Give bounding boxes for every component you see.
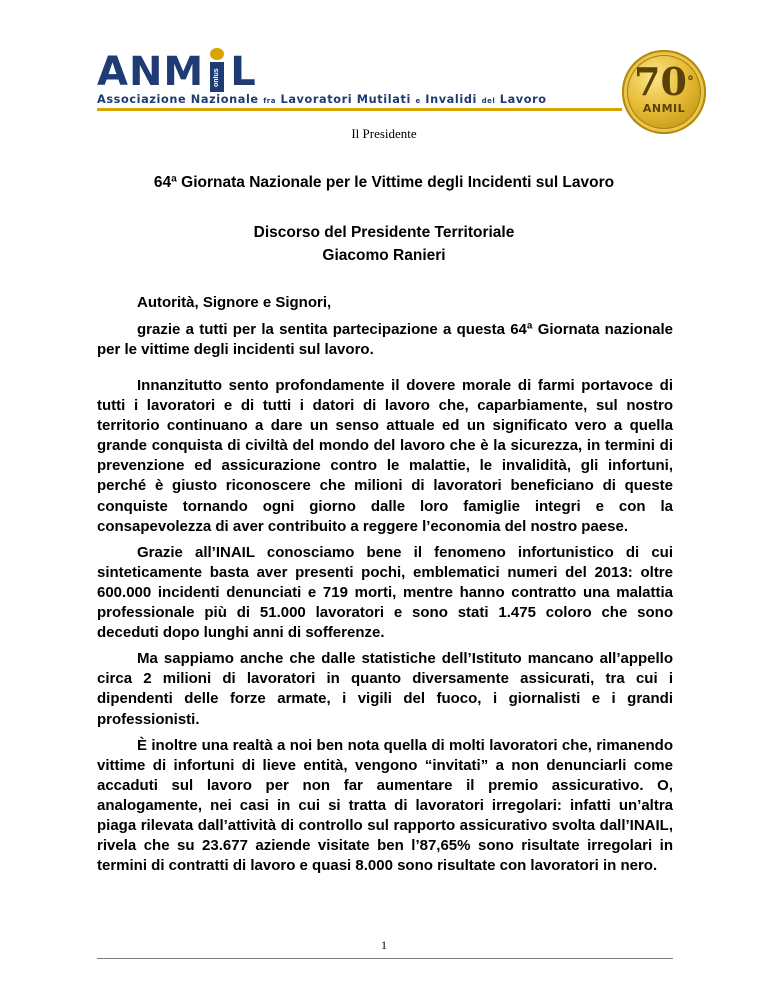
tagline-part: del	[481, 97, 496, 105]
logo-text-left: ANM	[97, 49, 205, 95]
anniversary-medal	[622, 50, 706, 134]
salutation: Autorità, Signore e Signori,	[137, 294, 332, 311]
logo-onlus-text: onlus	[213, 68, 221, 88]
letterhead	[0, 0, 768, 130]
speaker-name: Giacomo Ranieri	[322, 247, 446, 264]
tagline-part: Lavoratori Mutilati	[280, 93, 411, 106]
tagline-part: Lavoro	[499, 93, 547, 106]
logo-onlus-mark	[206, 48, 228, 92]
logo-tagline	[97, 93, 547, 106]
medal-degree: °	[686, 74, 694, 90]
opening-paragraph-block	[97, 320, 673, 366]
tagline-part: Invalidi	[425, 93, 478, 106]
paragraph: grazie a tutti per la sentita partecipazione a questa 64ª Giornata nazionale per le vittime degli incidenti sul lavoro.	[97, 321, 673, 359]
paragraph: È inoltre una realtà a noi ben nota quella di molti lavoratori che, rimanendo vittime di infortuni di lieve entità, vengono “invitati” a non denunciarli come accaduti sul lavoro per non far aumentare il premio assicurativo. O, analogamente, nei casi in cui si tratta di lavoratori irregolari: infatti un’altra piaga rilevata dall’attività di controllo sul rapporto assicurativo svolta dall’INAIL, rivela che su 23.677 aziende visitate ben l’87,65% sono risultate irregolari in termini di contratti di lavoro e quasi 8.000 sono risultate con lavoratori in nero.	[97, 736, 673, 875]
anmil-logo	[97, 48, 257, 95]
tagline-part: Associazione Nazionale	[97, 93, 259, 106]
paragraph: Grazie all’INAIL conosciamo bene il fenomeno infortunistico di cui sinteticamente basta aver presenti pochi, emblematici numeri del 2013: oltre 600.000 incidenti denunciati e 719 morti, mentre hanno contratto una malattia professionale più di 51.000 lavoratori e sono stati 1.475 coloro che sono deceduti dopo lunghi anni di sofferenze.	[97, 543, 673, 642]
tagline-part: e	[415, 97, 421, 105]
medal-number: 70	[634, 59, 687, 104]
logo-dot-icon	[210, 48, 224, 60]
footer-rule	[97, 958, 673, 959]
letterhead-divider	[97, 108, 622, 111]
paragraph: Innanzitutto sento profondamente il dovere morale di farmi portavoce di tutti i lavoratori e di tutti i datori di lavoro che, caparbiamente, sul nostro territorio continuano a dare un senso attuale ed un significato vero a quella grande conquista di civiltà del mondo del lavoro che è la sicurezza, in termini di prevenzione ed assicurazione contro le malattie, le invalidità, gli infortuni, perché è giusto riconoscere che milioni di lavoratori beneficiano di queste conquiste tornando ogni giorno dalle loro famiglie integri e con la consapevolezza di aver contribuito a reggere l’economia del nostro paese.	[97, 377, 673, 535]
medal-brand: ANMIL	[642, 102, 686, 115]
letterhead-role: Il Presidente	[351, 126, 417, 141]
speech-subtitle: Discorso del Presidente Territoriale	[253, 224, 515, 241]
tagline-part: fra	[263, 97, 276, 105]
document-title: 64ª Giornata Nazionale per le Vittime degli Incidenti sul Lavoro	[153, 174, 615, 191]
paragraph: Ma sappiamo anche che dalle statistiche dell’Istituto mancano all’appello circa 2 milioni di lavoratori in quanto diversamente assicurati, tra cui i dipendenti delle forze armate, i vigili del fuoco, i giornalisti e i grandi professionisti.	[97, 650, 673, 728]
page-number: 1	[381, 938, 387, 952]
logo-text-right: L	[230, 49, 257, 95]
body-text	[97, 376, 673, 882]
